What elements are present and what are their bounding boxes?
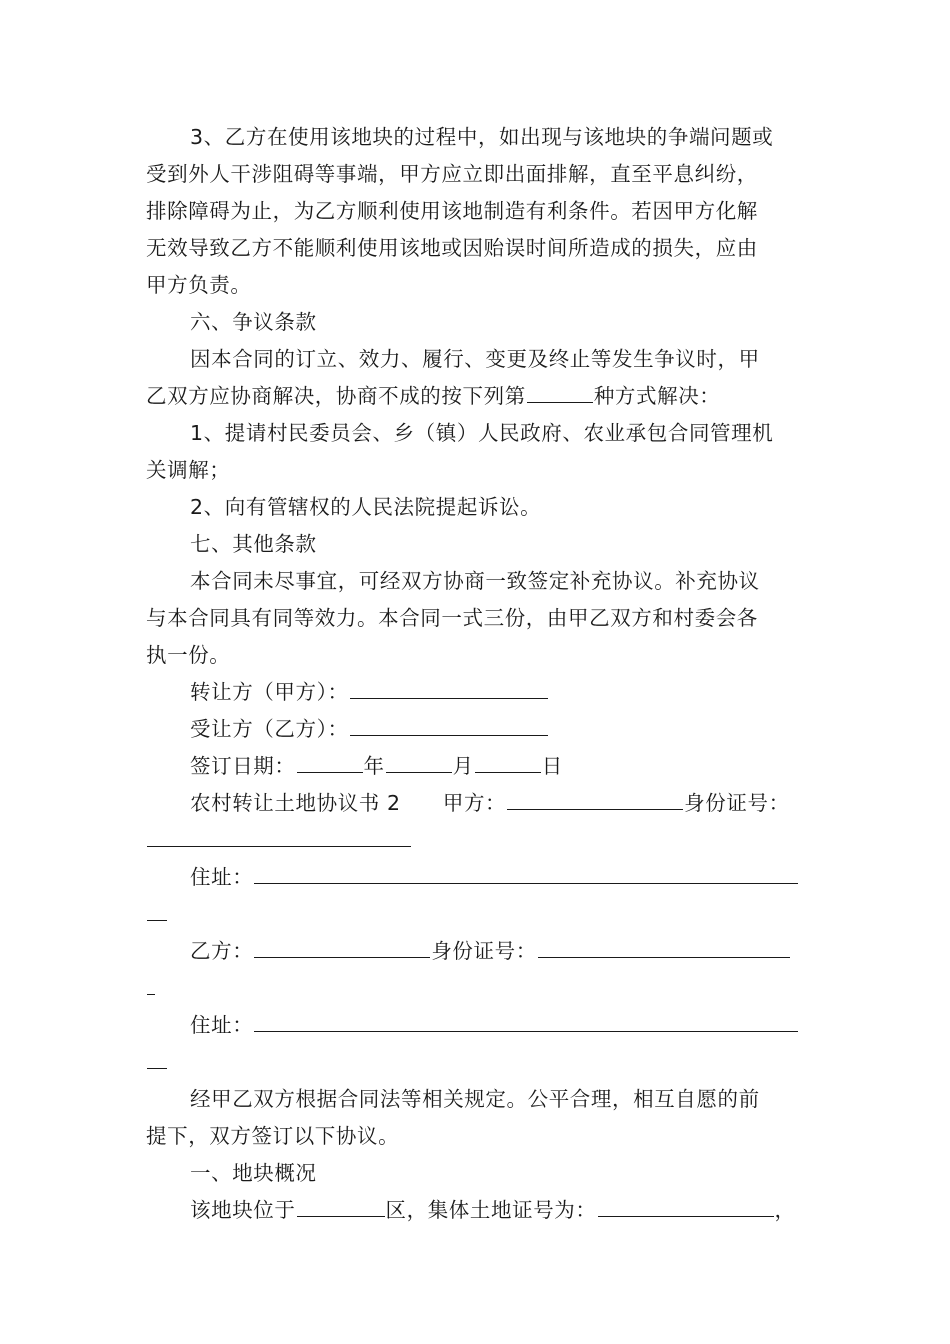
- blank-field: [350, 678, 548, 699]
- paragraph-line: 本合同未尽事宜，可经双方协商一致签定补充协议。补充协议: [190, 569, 760, 593]
- signature-line-party-a: [190, 678, 816, 706]
- blank-continuation: [146, 1048, 816, 1076]
- blank-continuation: [146, 826, 816, 854]
- paragraph-line: 执一份。: [146, 643, 231, 667]
- blank-field: [350, 715, 548, 736]
- line-text: 身份证号：: [431, 939, 537, 963]
- line-text: 农村转让土地协议书 2 甲方：: [190, 791, 507, 815]
- section-heading: 一、地块概况: [190, 1161, 317, 1185]
- paragraph-line: 排除障碍为止，为乙方顺利使用该地制造有利条件。若因甲方化解: [146, 199, 758, 223]
- blank-field: [254, 1011, 798, 1032]
- paragraph-line: 经甲乙双方根据合同法等相关规定。公平合理，相互自愿的前: [190, 1087, 760, 1111]
- blank-field: [147, 826, 411, 847]
- blank-field: [475, 752, 541, 773]
- blank-field: [147, 1048, 167, 1069]
- section-heading: 七、其他条款: [190, 532, 317, 556]
- line-text: ，: [774, 1198, 796, 1222]
- line-text: 种方式解决：: [593, 384, 721, 408]
- paragraph-line: [146, 382, 816, 410]
- blank-field: [297, 752, 363, 773]
- blank-field: [297, 1196, 385, 1217]
- line-text: 乙双方应协商解决，协商不成的按下列第: [146, 384, 526, 408]
- sign-date-line: [190, 752, 816, 780]
- line-text: 月: [452, 754, 474, 778]
- line-text: 区，集体土地证号为：: [385, 1198, 597, 1222]
- blank-field: [147, 974, 155, 995]
- section-heading: 六、争议条款: [190, 310, 317, 334]
- line-text: 转让方（甲方）：: [190, 680, 349, 704]
- line-text: 住址：: [190, 1013, 254, 1037]
- paragraph-line: 受到外人干涉阻碍等事端，甲方应立即出面排解，直至平息纠纷，: [146, 162, 758, 186]
- blank-field: [147, 900, 167, 921]
- party-b-line: [190, 937, 816, 965]
- line-text: 受让方（乙方）：: [190, 717, 349, 741]
- line-text: 年: [363, 754, 385, 778]
- paragraph-line: 关调解；: [146, 458, 231, 482]
- address-line-party-a: [190, 863, 816, 891]
- paragraph-line: 因本合同的订立、效力、履行、变更及终止等发生争议时，甲: [190, 347, 760, 371]
- paragraph-line: 无效导致乙方不能顺利使用该地或因贻误时间所造成的损失，应由: [146, 236, 758, 260]
- list-item: 1、提请村民委员会、乡（镇）人民政府、农业承包合同管理机: [190, 421, 774, 445]
- blank-field: [254, 937, 430, 958]
- blank-field: [386, 752, 452, 773]
- blank-field: [538, 937, 790, 958]
- blank-field: [598, 1196, 774, 1217]
- blank-continuation: [146, 900, 816, 928]
- blank-continuation: [146, 974, 816, 1002]
- line-text: 身份证号：: [684, 791, 790, 815]
- paragraph-line: 提下，双方签订以下协议。: [146, 1124, 400, 1148]
- land-location-line: [190, 1196, 816, 1224]
- paragraph-line: 与本合同具有同等效力。本合同一式三份，由甲乙双方和村委会各: [146, 606, 758, 630]
- list-item: 2、向有管辖权的人民法院提起诉讼。: [190, 495, 542, 519]
- paragraph-line: 3、乙方在使用该地块的过程中，如出现与该地块的争端问题或: [190, 125, 774, 149]
- signature-line-party-b: [190, 715, 816, 743]
- blank-field: [254, 863, 798, 884]
- blank-field: [507, 789, 683, 810]
- line-text: 签订日期：: [190, 754, 296, 778]
- line-text: 日: [541, 754, 563, 778]
- document-title-line: [190, 789, 816, 817]
- address-line-party-b: [190, 1011, 816, 1039]
- line-text: 该地块位于: [190, 1198, 296, 1222]
- line-text: 乙方：: [190, 939, 254, 963]
- blank-field: [527, 382, 593, 403]
- paragraph-line: 甲方负责。: [146, 273, 252, 297]
- line-text: 住址：: [190, 865, 254, 889]
